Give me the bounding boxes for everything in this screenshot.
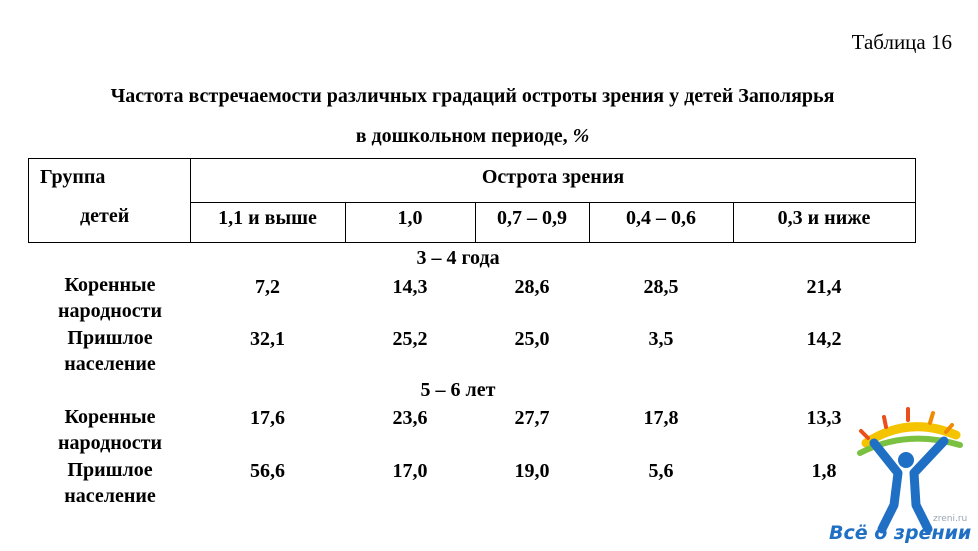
group-line1: Коренные bbox=[64, 274, 156, 296]
group-line2: народности bbox=[58, 432, 162, 454]
table-cell: 14,2 bbox=[806, 328, 842, 350]
table-cell: 56,6 bbox=[250, 460, 285, 482]
group-line2: народности bbox=[58, 300, 162, 322]
header-col-1: 1,1 и выше bbox=[218, 207, 317, 229]
table-label: Таблица 16 bbox=[851, 30, 952, 54]
table-cell: 13,3 bbox=[806, 407, 842, 429]
table-cell: 5,6 bbox=[648, 460, 674, 482]
row-group bbox=[25, 325, 195, 377]
header-col-4: 0,4 – 0,6 bbox=[626, 207, 696, 229]
table-cell: 23,6 bbox=[392, 407, 428, 429]
table-cell: 25,0 bbox=[514, 328, 550, 350]
row-group bbox=[25, 404, 195, 456]
header-col-5: 0,3 и ниже bbox=[777, 207, 871, 229]
table-cell: 17,8 bbox=[643, 407, 679, 429]
group-line2: население bbox=[64, 353, 156, 375]
table-cell: 3,5 bbox=[648, 328, 674, 350]
table-cell: 27,7 bbox=[514, 407, 550, 429]
header-col-3: 0,7 – 0,9 bbox=[497, 207, 567, 229]
group-line1: Коренные bbox=[64, 406, 156, 428]
section-label: 3 – 4 года bbox=[416, 247, 500, 269]
row-group bbox=[25, 272, 195, 324]
table-cell: 28,5 bbox=[643, 276, 679, 298]
group-line2: население bbox=[64, 485, 156, 507]
table-cell: 21,4 bbox=[806, 276, 842, 298]
header-bottom-border bbox=[28, 242, 916, 243]
watermark-brand: Всё о зрении bbox=[829, 522, 972, 544]
table-cell: 1,8 bbox=[811, 460, 837, 482]
header-acuity: Острота зрения bbox=[481, 166, 625, 188]
watermark-site: zreni.ru bbox=[933, 514, 968, 524]
group-line1: Пришлое bbox=[67, 327, 153, 349]
section-label: 5 – 6 лет bbox=[420, 379, 496, 401]
header-group-line1: Группа bbox=[40, 166, 106, 188]
table-cell: 14,3 bbox=[392, 276, 428, 298]
header-top-border bbox=[28, 158, 916, 159]
table-cell: 25,2 bbox=[392, 328, 428, 350]
table-cell: 17,0 bbox=[392, 460, 428, 482]
table-title-line2 bbox=[0, 125, 945, 148]
header-col-2: 1,0 bbox=[397, 207, 423, 229]
header-left-border bbox=[28, 158, 29, 243]
group-line1: Пришлое bbox=[67, 459, 153, 481]
row-group bbox=[25, 457, 195, 509]
table-cell: 17,6 bbox=[250, 407, 285, 429]
table-title-line1: Частота встречаемости различных градаций остроты зрения у детей Заполярья bbox=[110, 85, 835, 107]
table-cell: 28,6 bbox=[514, 276, 550, 298]
table-cell: 19,0 bbox=[514, 460, 550, 482]
header-group-line2: детей bbox=[80, 205, 130, 227]
title-unit: % bbox=[572, 125, 590, 147]
header-middle-border bbox=[190, 202, 916, 203]
table-cell: 7,2 bbox=[255, 276, 280, 298]
title-text: в дошкольном периоде, bbox=[355, 125, 568, 147]
table-cell: 32,1 bbox=[250, 328, 285, 350]
